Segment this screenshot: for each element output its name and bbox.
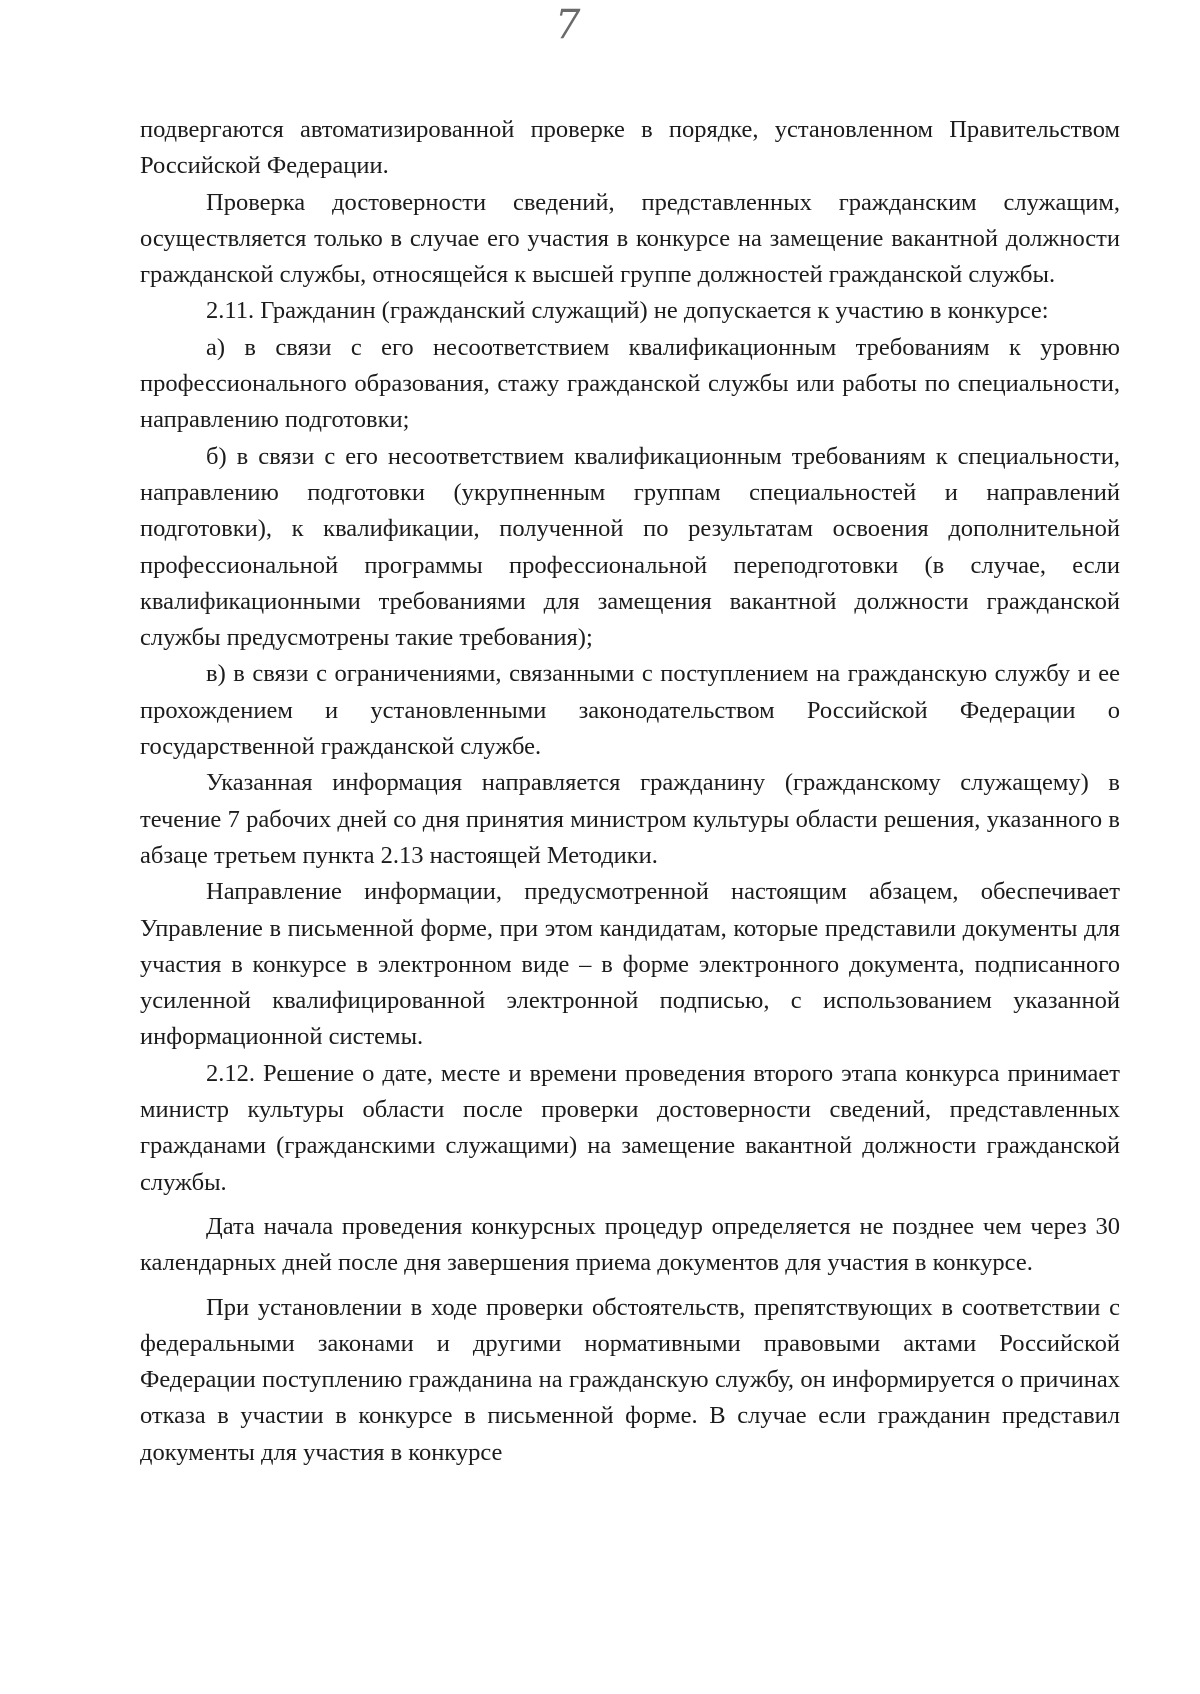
paragraph-info-sent: Указанная информация направляется гражданину (гражданскому служащему) в течение 7 рабочих дней со дня принятия министром культуры области решения, указанного в абзаце третьем пункта 2.13 настоящей Методики. <box>140 769 1120 869</box>
handwritten-page-number: 7 <box>555 2 581 48</box>
paragraph-2-11: 2.11. Гражданин (гражданский служащий) не допускается к участию в конкурсе: <box>206 297 1049 325</box>
paragraph-continuation: подвергаются автоматизированной проверке в порядке, установленном Правительством Российской Федерации. <box>140 116 1120 180</box>
list-item-v: в) в связи с ограничениями, связанными с поступлением на гражданскую службу и ее прохождением и установленными законодательством Российской Федерации о государственной гражданской службе. <box>140 660 1120 761</box>
list-item-b: б) в связи с его несоответствием квалификационным требованиям к специальности, направлению подготовки (укрупненным группам специальностей и направлений подготовки), к квалификации, полученной по результатам освоения дополнительной профессиональной программы профессиональной переподготовки (в случае, если квалификационными требованиями для замещения вакантной должности гражданской службы предусмотрены такие требования); <box>140 442 1120 652</box>
paragraph-verification-scope: Проверка достоверности сведений, представленных гражданским служащим, осуществляется только в случае его участия в конкурсе на замещение вакантной должности гражданской службы, относящейся к высшей группе должностей гражданской службы. <box>140 188 1120 289</box>
document-body <box>140 112 1120 1471</box>
paragraph-info-delivery: Направление информации, предусмотренной настоящим абзацем, обеспечивает Управление в письменной форме, при этом кандидатам, которые представили документы для участия в конкурсе в электронном виде – в форме электронного документа, подписанного усиленной квалифицированной электронной подписью, с использованием указанной информационной системы. <box>140 878 1120 1051</box>
paragraph-refusal: При установлении в ходе проверки обстоятельств, препятствующих в соответствии с федеральными законами и другими нормативными правовыми актами Российской Федерации поступлению гражданина на гражданскую службу, он информируется о причинах отказа в участии в конкурсе в письменной форме. В случае если гражданин представил документы для участия в конкурсе <box>140 1293 1120 1466</box>
paragraph-2-12: 2.12. Решение о дате, месте и времени проведения второго этапа конкурса принимает министр культуры области после проверки достоверности сведений, представленных гражданами (гражданскими служащими) на замещение вакантной должности гражданской службы. <box>140 1059 1120 1196</box>
list-item-a: а) в связи с его несоответствием квалификационным требованиям к уровню профессионального образования, стажу гражданской службы или работы по специальности, направлению подготовки; <box>140 333 1120 434</box>
paragraph-start-date: Дата начала проведения конкурсных процедур определяется не позднее чем через 30 календарных дней после дня завершения приема документов для участия в конкурсе. <box>140 1212 1120 1277</box>
